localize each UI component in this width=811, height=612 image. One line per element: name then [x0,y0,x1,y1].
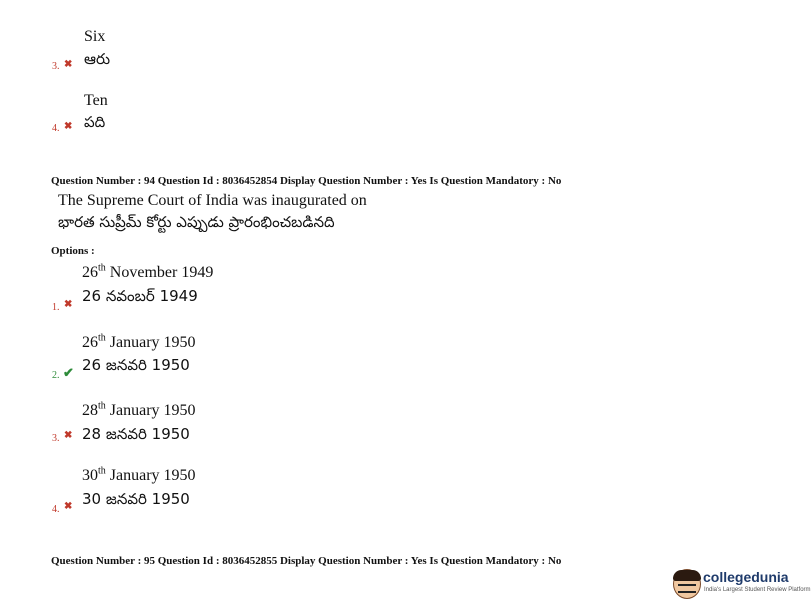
option-1-number: 1. [52,302,60,313]
collegedunia-logo [673,567,811,603]
wrong-mark-icon: ✖ [64,299,73,310]
next-question-header: Question Number : 95 Question Id : 8036452855 Display Question Number : Yes Is Question Mandatory : No [51,555,562,567]
prev-option-4-telugu: పది [84,113,106,131]
option-3-telugu: 28 జనవరి 1950 [82,425,190,443]
prev-option-3-number: 3. [52,61,60,72]
option-4-telugu: 30 జనవరి 1950 [82,490,190,508]
wrong-mark-icon: ✖ [64,59,73,70]
prev-option-3-english: Six [84,28,106,45]
option-2-english: 26th January 1950 [82,332,196,351]
option-3-english: 28th January 1950 [82,400,196,419]
option-4-english: 30th January 1950 [82,465,196,484]
mascot-icon [673,569,701,599]
correct-mark-icon: ✔ [63,365,74,380]
wrong-mark-icon: ✖ [64,121,73,132]
logo-tagline: India's Largest Student Review Platform [704,587,811,593]
question-header: Question Number : 94 Question Id : 8036452854 Display Question Number : Yes Is Question Mandatory : No [51,175,562,187]
option-1-telugu: 26 నవంబర్ 1949 [82,287,198,305]
option-2-number: 2. [52,370,60,381]
wrong-mark-icon: ✖ [64,430,73,441]
option-1-english: 26th November 1949 [82,262,214,281]
question-text-telugu: భారత సుప్రీమ్ కోర్టు ఎప్పుడు ప్రారంభించబడినది [58,213,335,231]
logo-name: collegedunia [703,569,789,585]
option-2-telugu: 26 జనవరి 1950 [82,356,190,374]
question-text-english: The Supreme Court of India was inaugurated on [58,192,367,209]
prev-option-4-number: 4. [52,123,60,134]
options-label: Options : [51,245,95,257]
prev-option-3-telugu: ఆరు [84,50,111,68]
wrong-mark-icon: ✖ [64,501,73,512]
option-4-number: 4. [52,504,60,515]
prev-option-4-english: Ten [84,92,108,109]
option-3-number: 3. [52,433,60,444]
